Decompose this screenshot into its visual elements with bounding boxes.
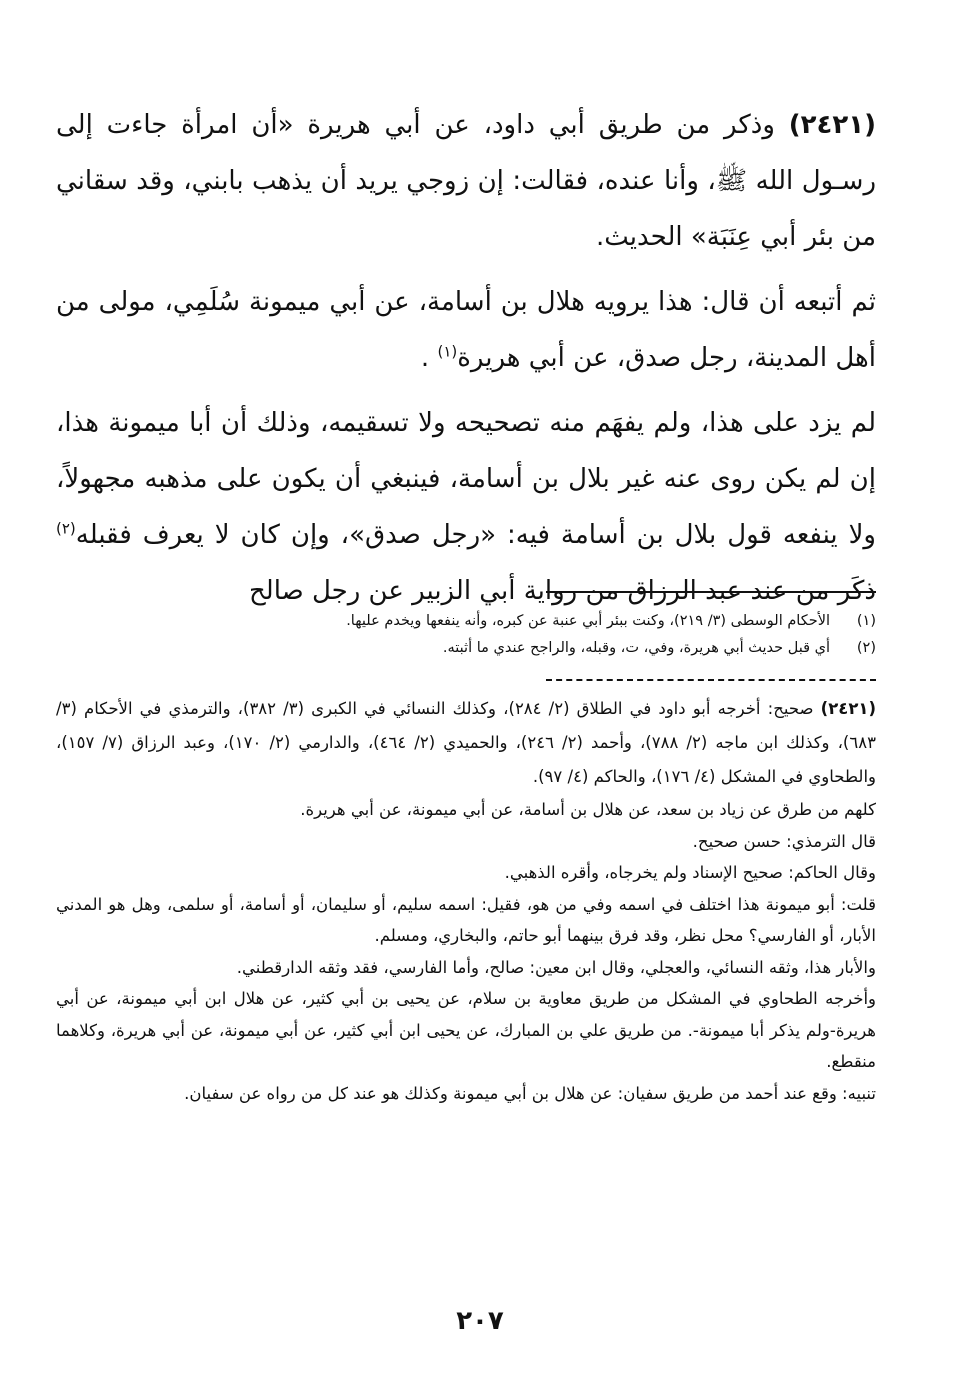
takhrij-section [56, 692, 876, 1109]
hadith-number: (٢٤٢١) [788, 110, 877, 140]
footnote-text: أي قبل حديث أبي هريرة، وفي، ت، وقبله، والراجح عندي ما أثبته. [442, 640, 830, 656]
footnote-ref-2[interactable]: (٢) [56, 519, 76, 538]
hadith-paragraph-2 [56, 274, 876, 386]
footnote-number: (٢) [856, 640, 876, 656]
footnote-ref-1[interactable]: (١) [437, 342, 458, 361]
takhrij-intro-text: صحيح: أخرجه أبو داود في الطلاق (٢/ ٢٨٤)، وكذلك النسائي في الكبرى (٣/ ٣٨٢)، والترمذي في الأحكام (٣/ ٦٨٣)، وكذلك ابن ماجه (٢/ ٧٨٨)، وأحمد (٢/ ٢٤٦)، والحميدي (٢/ ٤٦٤)، والدارمي (٢/ ١٧٠)، وعبد الرزاق (٧/ ١٥٧)، والطحاوي في المشكل (٤/ ١٧٦)، والحاكم (٤/ ٩٧). [56, 699, 876, 786]
takhrij-paragraph: والأبار هذا، وثقه النسائي، والعجلي، وقال ابن معين: صالح، وأما الفارسي، فقد وثقه الدارقطني. [236, 957, 876, 977]
hadith-paragraph-2-end: . [420, 343, 438, 373]
takhrij-paragraph: قلت: أبو ميمونة هذا اختلف في اسمه وفي من هو، فقيل: اسمه سليم، أو سليمان، أو أسامة، أو سلمى، وهل هو المدني الأبار، أو الفارسي؟ محل نظر، وقد فرق بينهما أبو حاتم، والبخاري، ومسلم. [56, 894, 876, 945]
hadith-paragraph-3 [56, 395, 876, 619]
hadith-paragraph-3-text: لم يزد على هذا، ولم يفهَم منه تصحيحه ولا تسقيمه، وذلك أن أبا ميمونة هذا، إن لم يكن روى عنه غير بلال بن أسامة، فينبغي أن يكون على مذهبه مجهولاً، ولا ينفعه قول بلال بن أسامة فيه: «رجل صدق»، وإن كان لا يعرف فقبله [56, 408, 876, 550]
hadith-text [56, 97, 876, 619]
takhrij-intro [56, 692, 876, 794]
takhrij-paragraph: كلهم من طرق عن زياد بن سعد، عن هلال بن أسامة، عن أبي ميمونة، عن أبي هريرة. [300, 800, 876, 819]
hadith-paragraph-1-text: وذكر من طريق أبي داود، عن أبي هريرة «أن امرأة جاءت إلى رسـول الله ﷺ، وأنا عنده، فقالت: إن زوجي يريد أن يذهب بابني، وقد سقاني من بئر أبي عِنَبَة» الحديث. [56, 110, 876, 252]
footnote-1 [56, 608, 876, 635]
takhrij-separator [546, 679, 876, 681]
footnote-text: الأحكام الوسطى (٣/ ٢١٩)، وكنت ببئر أبي عنبة عن كبره، وأنه ينفعها ويخدم عليها. [346, 613, 830, 629]
takhrij-paragraph: وأخرجه الطحاوي في المشكل من طريق معاوية بن سلام، عن يحيى بن أبي كثير، عن هلال ابن أبي ميمونة، عن أبي هريرة-ولم يذكر أبا ميمونة-. من طريق علي بن المبارك، عن يحيى ابن أبي كثير، عن أبي ميمونة، عن أبي هريرة، وكلاهما منقطع. [56, 989, 876, 1071]
footnote-number: (١) [856, 613, 876, 629]
hadith-paragraph-2-text: ثم أتبعه أن قال: هذا يرويه هلال بن أسامة، عن أبي ميمونة سُلَمِي، مولى من أهل المدينة، رجل صدق، عن أبي هريرة [56, 287, 876, 373]
page-number: ٢٠٧ [456, 1306, 504, 1336]
footnote-2 [56, 635, 876, 662]
hadith-paragraph-1 [56, 97, 876, 265]
footnote-separator [546, 591, 876, 593]
takhrij-number: (٢٤٢١) [820, 699, 877, 718]
takhrij-paragraph: تنبيه: وقع عند أحمد من طريق سفيان: عن هلال بن أبي ميمونة وكذلك هو عند كل من رواه عن سفيان. [184, 1083, 876, 1103]
takhrij-paragraph: قال الترمذي: حسن صحيح. [692, 831, 876, 851]
takhrij-paragraph: وقال الحاكم: صحيح الإسناد ولم يخرجاه، وأقره الذهبي. [504, 863, 876, 882]
footnotes [56, 608, 876, 662]
hadith-paragraph-3-end: ذكَر من عند عبد الرزاق من رواية أبي الزبير عن رجل صالح [249, 576, 876, 606]
